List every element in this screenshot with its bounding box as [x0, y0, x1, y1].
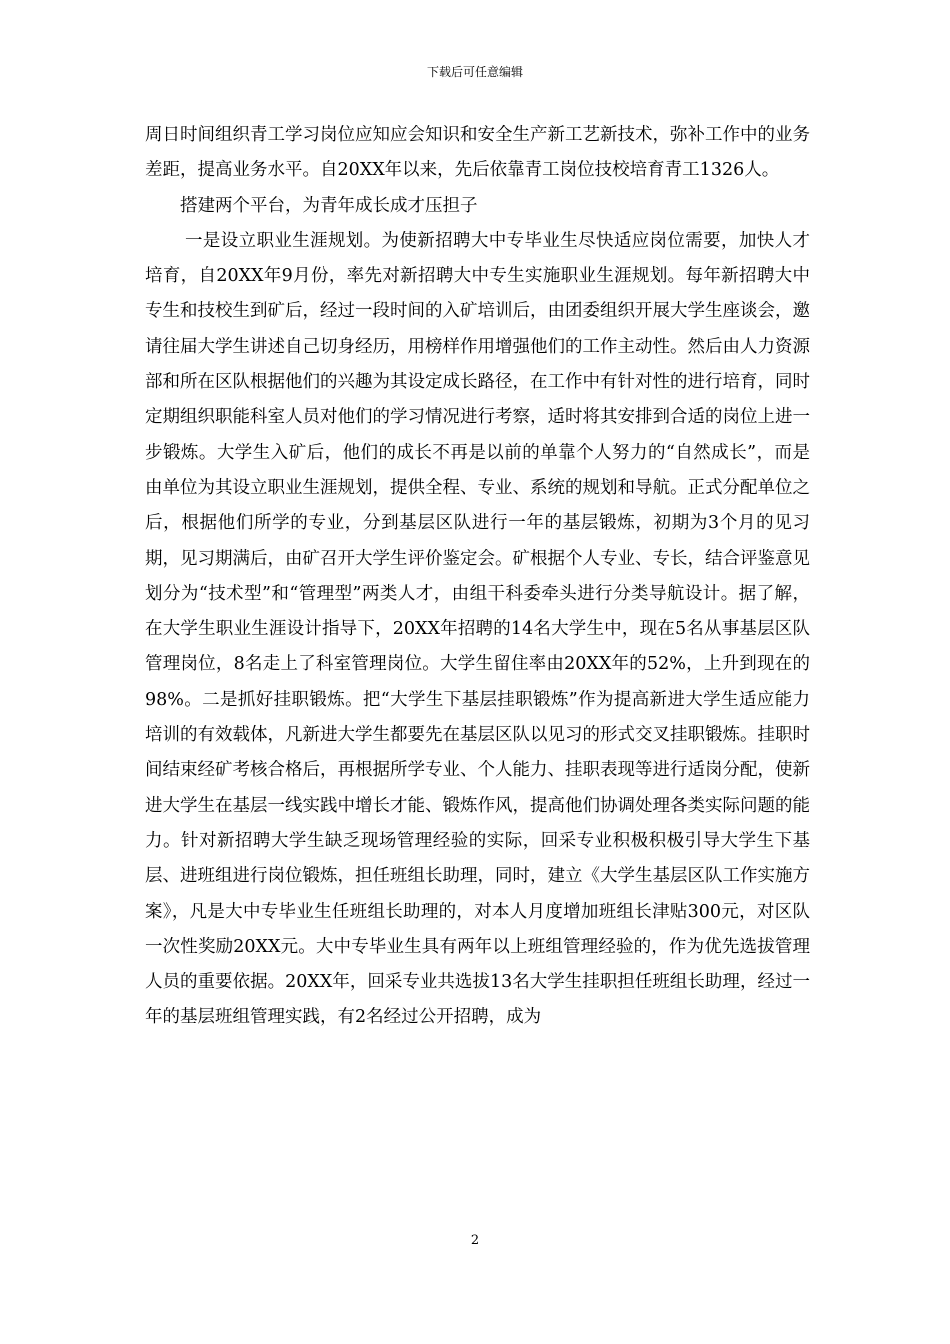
section-heading: 搭建两个平台，为青年成长成才压担子 — [180, 195, 478, 216]
document-body — [145, 118, 810, 1036]
paragraph-career-planning: 一是设立职业生涯规划。为使新招聘大中专毕业生尽快适应岗位需要，加快人才培育，自20XX年9月份，率先对新招聘大中专生实施职业生涯规划。每年新招聘大中专生和技校生到矿后，经过一段时间的入矿培训后，由团委组织开展大学生座谈会，邀请往届大学生讲述自己切身经历，用榜样作用增强他们的工作主动性。然后由人力资源部和所在区队根据他们的兴趣为其设定成长路径，在工作中有针对性的进行培育，同时定期组织职能科室人员对他们的学习情况进行考察，适时将其安排到合适的岗位上进一步锻炼。大学生入矿后，他们的成长不再是以前的单靠个人努力的“自然成长”，而是由单位为其设立职业生涯规划，提供全程、专业、系统的规划和导航。正式分配单位之后，根据他们所学的专业，分到基层区队进行一年的基层锻炼，初期为3个月的见习期，见习期满后，由矿召开大学生评价鉴定会。矿根据个人专业、专长，结合评鉴意见划分为“技术型”和“管理型”两类人才，由组干科委牵头进行分类导航设计。据了解，在大学生职业生涯设计指导下，20XX年招聘的14名大学生中，现在5名从事基层区队管理岗位，8名走上了科室管理岗位。大学生留住率由20XX年的52%，上升到现在的98%。二是抓好挂职锻炼。把“大学生下基层挂职锻炼”作为提高新进大学生适应能力培训的有效载体，凡新进大学生都要先在基层区队以见习的形式交叉挂职锻炼。挂职时间结束经矿考核合格后，再根据所学专业、个人能力、挂职表现等进行适岗分配，使新进大学生在基层一线实践中增长才能、锻炼作风，提高他们协调处理各类实际问题的能力。针对新招聘大学生缺乏现场管理经验的实际，回采专业积极积极引导大学生下基层、进班组进行岗位锻炼，担任班组长助理，同时，建立《大学生基层区队工作实施方案》，凡是大中专毕业生任班组长助理的，对本人月度增加班组长津贴300元，对区队一次性奖励20XX元。大中专毕业生具有两年以上班组管理经验的，作为优先选拔管理人员的重要依据。20XX年，回采专业共选拔13名大学生挂职担任班组长助理，经过一年的基层班组管理实践，有2名经过公开招聘，成为 — [145, 230, 810, 1028]
page-header: 下载后可任意编辑 — [426, 65, 523, 79]
paragraph-continuation: 周日时间组织青工学习岗位应知应会知识和安全生产新工艺新技术，弥补工作中的业务差距，提高业务水平。自20XX年以来，先后依靠青工岗位技校培育青工1326人。 — [145, 125, 810, 181]
page-number: 2 — [470, 1233, 480, 1248]
